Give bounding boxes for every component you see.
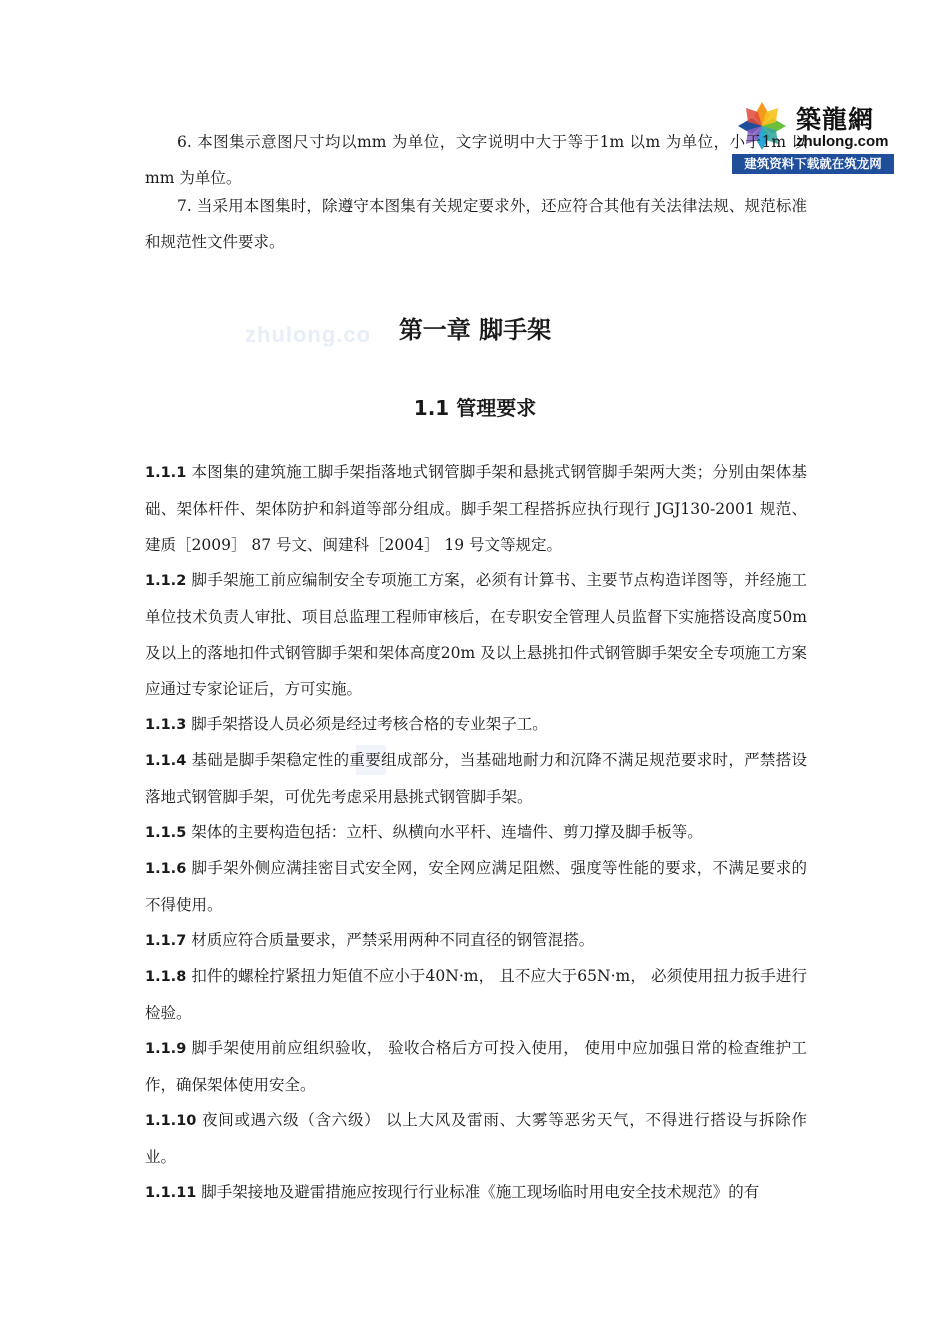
- clause-text: 本图集的建筑施工脚手架指落地式钢管脚手架和悬挑式钢管脚手架两大类；分别由架体基础、架体杆件、架体防护和斜道等部分组成。脚手架工程搭拆应执行现行 JGJ130-2001 规范、建质［2009］ 87 号文、闽建科［2004］ 19 号文等规定。: [145, 463, 807, 554]
- clause-number: 1.1.8: [145, 969, 187, 985]
- clause-number: 1.1.4: [145, 753, 187, 769]
- clause-text: 脚手架外侧应满挂密目式安全网，安全网应满足阻燃、强度等性能的要求，不满足要求的不得使用。: [145, 859, 807, 914]
- clause-1-1-6: [145, 850, 807, 923]
- clause-1-1-2: [145, 562, 807, 707]
- intro-paragraph-7: 7. 当采用本图集时，除遵守本图集有关规定要求外，还应符合其他有关法律法规、规范标准和规范性文件要求。: [145, 197, 807, 251]
- clause-number: 1.1.1: [145, 465, 187, 481]
- clause-1-1-5: [145, 814, 807, 851]
- clause-text: 脚手架搭设人员必须是经过考核合格的专业架子工。: [186, 715, 548, 733]
- clause-1-1-7: [145, 922, 807, 959]
- clause-number: 1.1.5: [145, 825, 187, 841]
- logo-name-en: zhulong.com: [796, 133, 889, 150]
- clause-1-1-9: [145, 1030, 807, 1103]
- clause-number: 1.1.2: [145, 573, 187, 589]
- clause-number: 1.1.7: [145, 933, 187, 949]
- clause-text: 脚手架接地及避雷措施应按现行行业标准《施工现场临时用电安全技术规范》的有: [196, 1183, 760, 1201]
- section-title: 1.1 管理要求: [413, 396, 537, 420]
- clause-1-1-11: [145, 1174, 807, 1211]
- clause-number: 1.1.3: [145, 717, 187, 733]
- chapter-title: 第一章 脚手架: [398, 316, 552, 344]
- clause-text: 脚手架施工前应编制安全专项施工方案，必须有计算书、主要节点构造详图等，并经施工单位技术负责人审批、项目总监理工程师审核后，在专职安全管理人员监督下实施搭设高度50m 及以上的落地扣件式钢管脚手架和架体高度20m 及以上悬挑扣件式钢管脚手架安全专项施工方案应通过专家论证后，方可实施。: [145, 571, 807, 698]
- watermark-text: zhulong.co: [245, 322, 372, 347]
- clause-number: 1.1.6: [145, 861, 187, 877]
- clause-1-1-3: [145, 706, 807, 743]
- intro-paragraph-6: 6. 本图集示意图尺寸均以mm 为单位，文字说明中大于等于1m 以m 为单位，小于1m 以mm 为单位。: [145, 133, 807, 187]
- clause-text: 脚手架使用前应组织验收， 验收合格后方可投入使用， 使用中应加强日常的检查维护工作，确保架体使用安全。: [145, 1039, 807, 1094]
- clause-1-1-1: [145, 454, 807, 563]
- clause-text: 材质应符合质量要求，严禁采用两种不同直径的钢管混搭。: [186, 931, 595, 949]
- clause-text: 扣件的螺栓拧紧扭力矩值不应小于40N·m， 且不应大于65N·m， 必须使用扭力扳手进行检验。: [145, 967, 807, 1022]
- clause-text: 架体的主要构造包括：立杆、纵横向水平杆、连墙件、剪刀撑及脚手板等。: [186, 823, 703, 841]
- clause-number: 1.1.10: [145, 1113, 197, 1129]
- clause-1-1-4: [145, 742, 807, 815]
- clause-1-1-8: [145, 958, 807, 1031]
- clause-1-1-10: [145, 1102, 807, 1175]
- clause-number: 1.1.9: [145, 1041, 187, 1057]
- clause-text: 夜间或遇六级（含六级） 以上大风及雷雨、大雾等恶劣天气，不得进行搭设与拆除作业。: [145, 1111, 807, 1166]
- clause-number: 1.1.11: [145, 1185, 197, 1201]
- logo-name-cn: 築龍網: [796, 105, 875, 134]
- logo-slogan: 建筑资料下载就在筑龙网: [732, 154, 894, 174]
- clause-text: 基础是脚手架稳定性的重要组成部分，当基础地耐力和沉降不满足规范要求时，严禁搭设落地式钢管脚手架，可优先考虑采用悬挑式钢管脚手架。: [145, 751, 807, 806]
